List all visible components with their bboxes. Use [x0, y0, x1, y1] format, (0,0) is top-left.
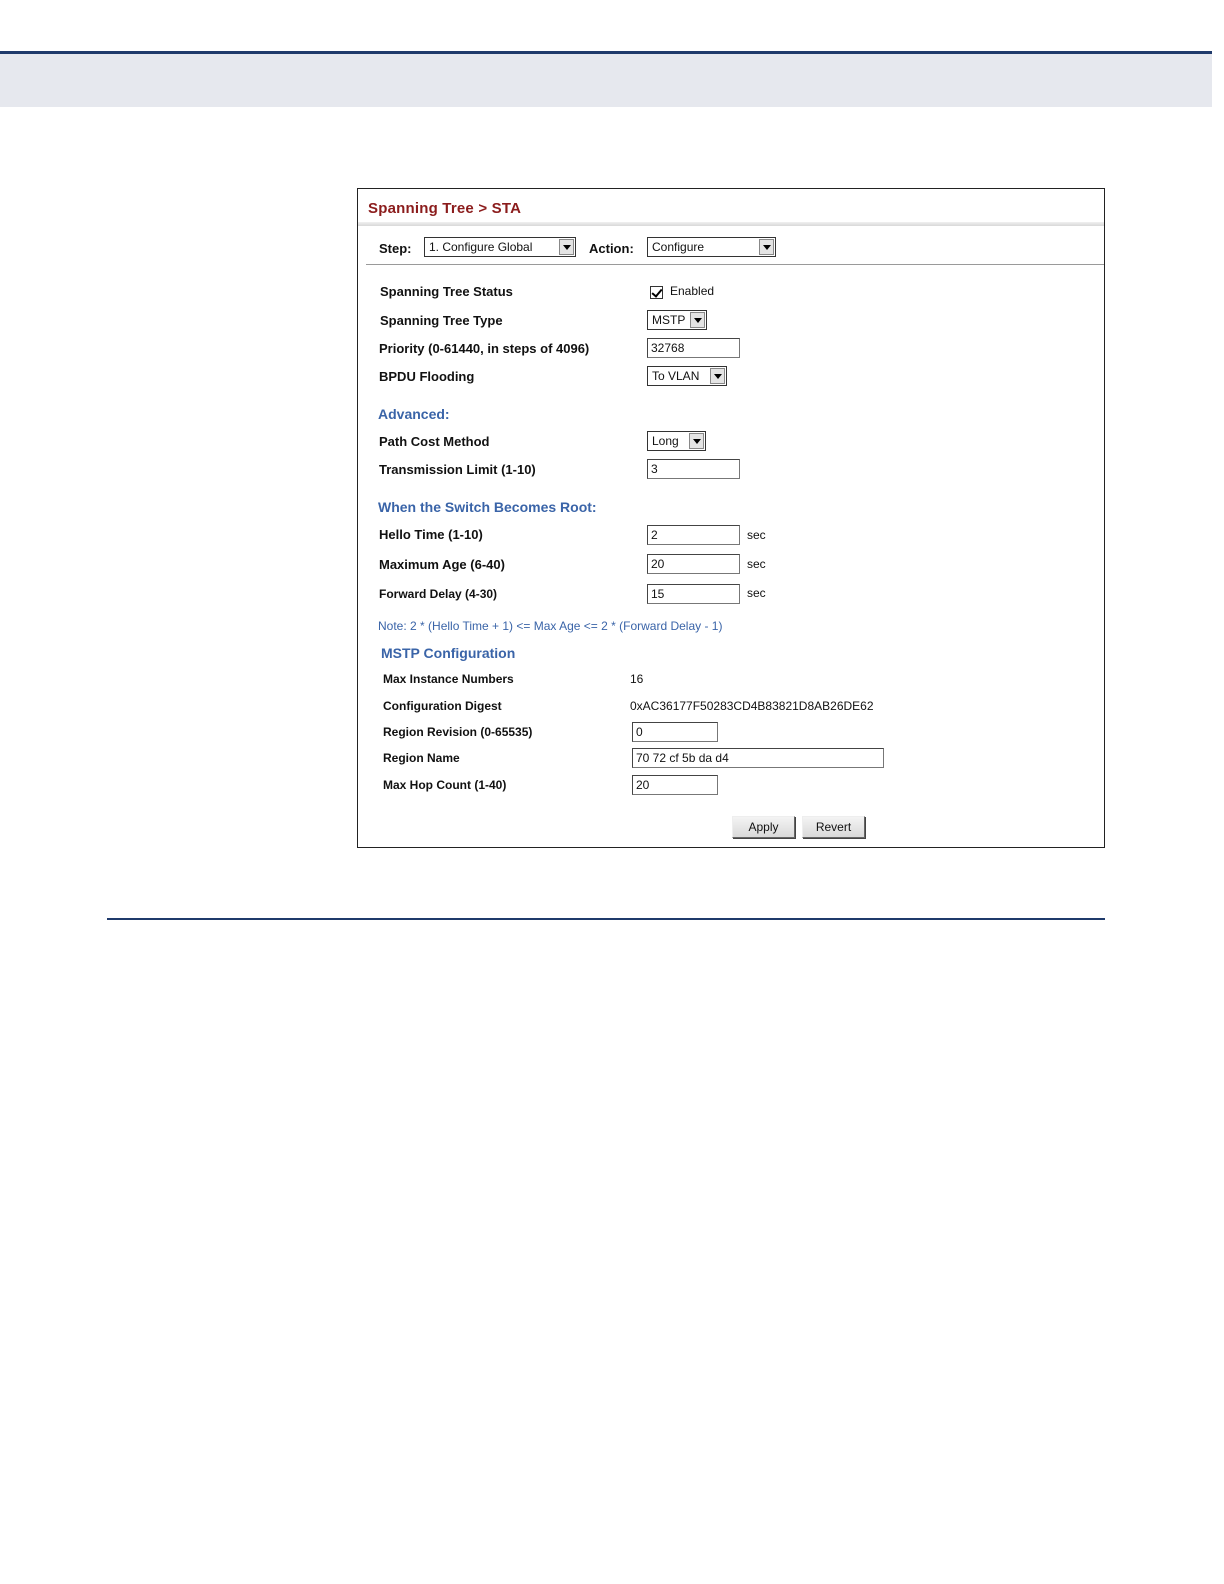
max-hop-input[interactable]: 20 [632, 775, 718, 795]
max-instance-label: Max Instance Numbers [383, 672, 514, 686]
advanced-heading: Advanced: [378, 406, 450, 422]
status-label: Spanning Tree Status [380, 284, 513, 299]
tx-limit-input[interactable]: 3 [647, 459, 740, 479]
forward-delay-input[interactable]: 15 [647, 584, 740, 604]
timing-note: Note: 2 * (Hello Time + 1) <= Max Age <= 2 * (Forward Delay - 1) [378, 619, 723, 633]
region-revision-label: Region Revision (0-65535) [383, 725, 533, 739]
forward-delay-unit: sec [747, 586, 766, 600]
chevron-down-icon[interactable] [689, 433, 704, 449]
hello-time-input[interactable]: 2 [647, 525, 740, 545]
apply-button[interactable]: Apply [732, 816, 795, 838]
type-select[interactable] [647, 310, 707, 330]
header-band [0, 54, 1212, 107]
title-divider [358, 222, 1104, 226]
chevron-down-icon[interactable] [710, 368, 725, 384]
root-heading: When the Switch Becomes Root: [378, 499, 597, 515]
hello-time-label: Hello Time (1-10) [379, 527, 483, 542]
chevron-down-icon[interactable] [759, 239, 774, 255]
max-age-input[interactable]: 20 [647, 554, 740, 574]
hello-time-unit: sec [747, 528, 766, 542]
revert-button[interactable]: Revert [802, 816, 865, 838]
digest-label: Configuration Digest [383, 699, 502, 713]
type-select-value: MSTP [652, 313, 686, 327]
status-enabled-checkbox[interactable] [650, 286, 663, 299]
chevron-down-icon[interactable] [559, 239, 574, 255]
bpdu-label: BPDU Flooding [379, 369, 475, 384]
region-revision-input[interactable]: 0 [632, 722, 718, 742]
region-name-label: Region Name [383, 751, 460, 765]
max-instance-value: 16 [630, 672, 644, 686]
priority-label: Priority (0-61440, in steps of 4096) [379, 341, 590, 356]
bpdu-select-value: To VLAN [652, 369, 700, 383]
action-select[interactable] [647, 237, 776, 257]
max-age-unit: sec [747, 557, 766, 571]
chevron-down-icon[interactable] [690, 312, 705, 328]
step-divider [366, 264, 1104, 265]
sta-configuration-panel [357, 188, 1105, 848]
forward-delay-label: Forward Delay (4-30) [379, 587, 498, 601]
bpdu-select[interactable] [647, 366, 727, 386]
path-cost-select-value: Long [652, 434, 679, 448]
digest-value: 0xAC36177F50283CD4B83821D8AB26DE62 [630, 699, 874, 713]
footer-rule [107, 918, 1105, 920]
path-cost-label: Path Cost Method [379, 434, 490, 449]
step-select[interactable] [424, 237, 576, 257]
status-enabled-label: Enabled [670, 284, 715, 298]
max-age-label: Maximum Age (6-40) [379, 557, 505, 572]
priority-input[interactable]: 32768 [647, 338, 740, 358]
region-name-input[interactable]: 70 72 cf 5b da d4 [632, 748, 884, 768]
action-select-value: Configure [652, 240, 705, 254]
step-select-value: 1. Configure Global [429, 240, 533, 254]
tx-limit-label: Transmission Limit (1-10) [379, 462, 536, 477]
path-cost-select[interactable] [647, 431, 706, 451]
type-label: Spanning Tree Type [380, 313, 503, 328]
action-label: Action: [589, 241, 634, 256]
mstp-heading: MSTP Configuration [381, 645, 516, 661]
max-hop-label: Max Hop Count (1-40) [383, 778, 507, 792]
step-label: Step: [379, 241, 412, 256]
page-title: Spanning Tree > STA [368, 200, 522, 217]
